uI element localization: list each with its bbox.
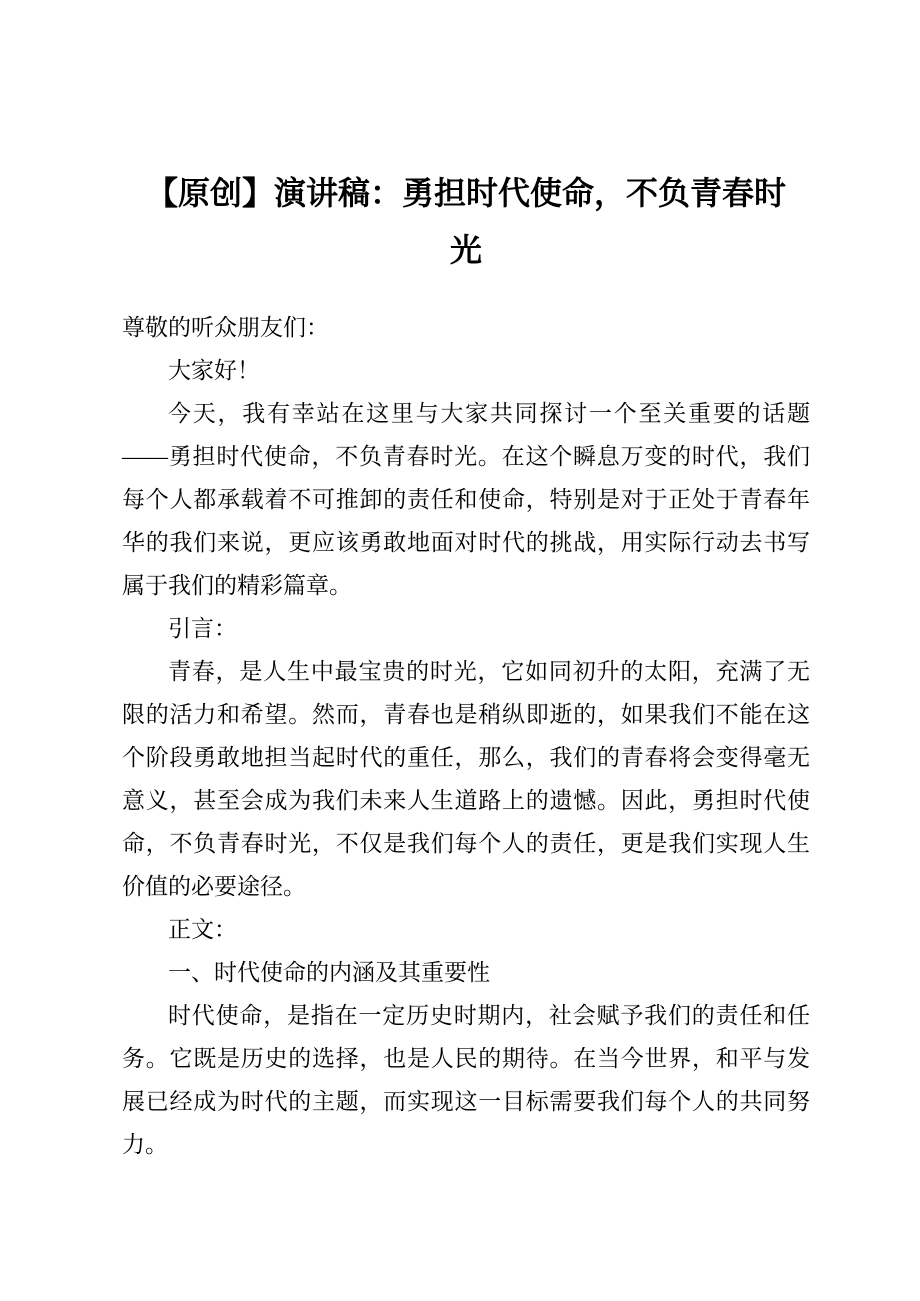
paragraph: 尊敬的听众朋友们： xyxy=(122,315,329,340)
paragraph: 青春，是人生中最宝贵的时光，它如同初升的太阳，充满了无限的活力和希望。然而，青春也是稍纵即逝的，如果我们不能在这个阶段勇敢地担当起时代的重任，那么，我们的青春将会变得毫无意义，甚至会成为我们未来人生道路上的遗憾。因此，勇担时代使命，不负青春时光，不仅是我们每个人的责任，更是我们实现人生价值的必要途径。 xyxy=(122,659,810,899)
document-body xyxy=(122,306,810,1166)
document-title: 【原创】演讲稿：勇担时代使命，不负青春时光 xyxy=(145,175,786,268)
paragraph: 引言： xyxy=(168,616,237,641)
paragraph: 一、时代使命的内涵及其重要性 xyxy=(168,960,490,985)
paragraph: 时代使命，是指在一定历史时期内，社会赋予我们的责任和任务。它既是历史的选择，也是人民的期待。在当今世界，和平与发展已经成为时代的主题，而实现这一目标需要我们每个人的共同努力。 xyxy=(122,1003,810,1157)
paragraph: 正文： xyxy=(168,917,237,942)
paragraph: 今天，我有幸站在这里与大家共同探讨一个至关重要的话题——勇担时代使命，不负青春时光。在这个瞬息万变的时代，我们每个人都承载着不可推卸的责任和使命，特别是对于正处于青春年华的我们来说，更应该勇敢地面对时代的挑战，用实际行动去书写属于我们的精彩篇章。 xyxy=(122,401,810,598)
paragraph: 大家好！ xyxy=(168,358,260,383)
